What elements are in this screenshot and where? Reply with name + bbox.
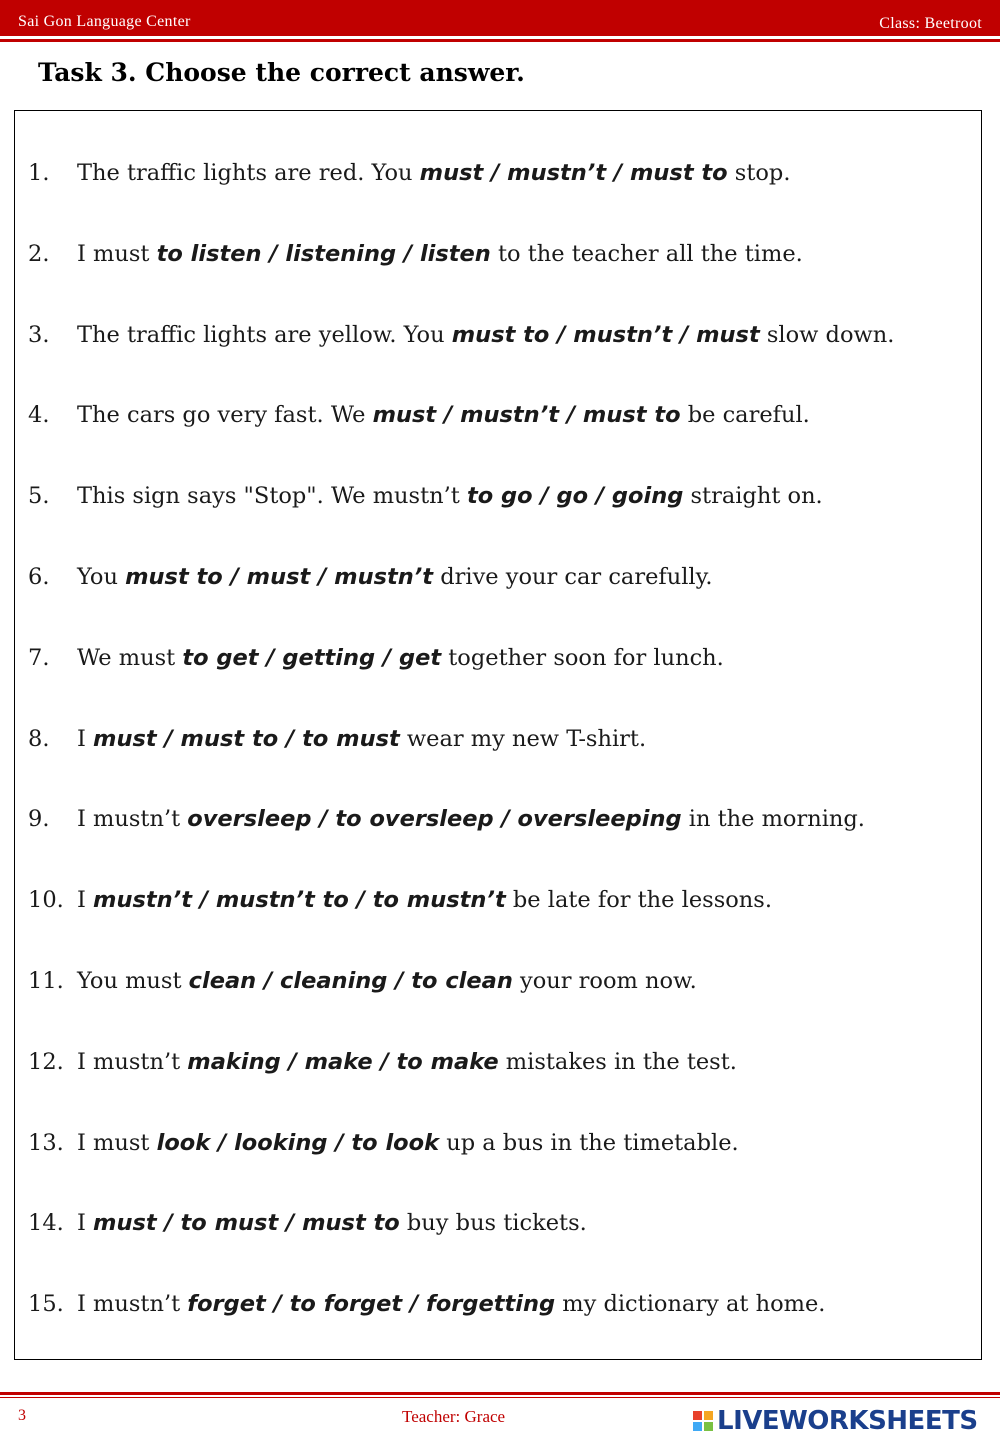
question-number: 9. xyxy=(28,806,50,833)
question-item xyxy=(28,322,894,348)
question-text-after: in the morning. xyxy=(681,806,865,833)
question-item xyxy=(28,241,803,267)
header-bar xyxy=(0,0,1000,36)
task-title: Task 3. Choose the correct answer. xyxy=(38,58,525,87)
question-number: 8. xyxy=(28,725,50,752)
question-item xyxy=(28,806,865,832)
question-item xyxy=(28,645,724,671)
school-name: Sai Gon Language Center xyxy=(18,13,191,30)
question-number: 11. xyxy=(28,968,64,994)
question-number: 7. xyxy=(28,644,50,671)
question-text-after: my dictionary at home. xyxy=(555,1291,826,1318)
question-number: 13. xyxy=(28,1129,64,1156)
question-text-before: I must xyxy=(77,240,157,267)
answer-options[interactable]: must / mustn’t / must to xyxy=(372,402,681,429)
question-text-before: I mustn’t xyxy=(77,1048,188,1075)
answer-options[interactable]: to get / getting / get xyxy=(182,644,442,671)
question-number: 1. xyxy=(28,160,50,186)
answer-options[interactable]: must to / mustn’t / must xyxy=(451,321,760,348)
answer-options[interactable]: forget / to forget / forgetting xyxy=(187,1291,556,1318)
logo-text: LIVEWORKSHEETS xyxy=(717,1406,978,1436)
question-text-before: I mustn’t xyxy=(77,806,188,833)
question-item xyxy=(28,160,790,186)
question-item xyxy=(28,402,810,428)
question-text-after: stop. xyxy=(727,160,791,186)
answer-options[interactable]: oversleep / to oversleep / oversleeping xyxy=(187,806,682,833)
question-text-after: buy bus tickets. xyxy=(399,1210,587,1237)
answer-options[interactable]: mustn’t / mustn’t to / to mustn’t xyxy=(93,887,506,914)
question-text-after: to the teacher all the time. xyxy=(490,240,803,267)
footer-divider xyxy=(0,1392,1000,1395)
question-number: 5. xyxy=(28,483,50,510)
question-text-before: This sign says "Stop". We mustn’t xyxy=(77,483,467,510)
question-item xyxy=(28,968,697,994)
question-item xyxy=(28,1291,825,1317)
header-divider xyxy=(0,39,1000,42)
question-number: 15. xyxy=(28,1291,64,1318)
question-text-after: your room now. xyxy=(512,968,697,994)
question-number: 14. xyxy=(28,1210,64,1237)
question-item xyxy=(28,1210,587,1236)
question-item xyxy=(28,887,772,913)
question-text-before: The traffic lights are yellow. You xyxy=(77,321,452,348)
answer-options[interactable]: must to / must / mustn’t xyxy=(125,564,434,590)
question-text-after: be late for the lessons. xyxy=(505,887,772,914)
question-text-before: The traffic lights are red. You xyxy=(77,160,420,186)
question-number: 6. xyxy=(28,564,50,590)
question-text-before: I mustn’t xyxy=(77,1291,188,1318)
footer-divider-thin xyxy=(0,1397,1000,1398)
answer-options[interactable]: to go / go / going xyxy=(466,483,684,510)
question-text-after: wear my new T-shirt. xyxy=(399,725,647,752)
question-number: 4. xyxy=(28,402,50,429)
question-text-before: I xyxy=(77,725,94,752)
question-item xyxy=(28,1049,737,1075)
question-text-before: I xyxy=(77,1210,94,1237)
question-item xyxy=(28,483,823,509)
answer-options[interactable]: must / must to / to must xyxy=(93,725,400,752)
page-number: 3 xyxy=(18,1407,26,1424)
answer-options[interactable]: to listen / listening / listen xyxy=(156,240,491,267)
question-text-before: You xyxy=(77,564,126,590)
question-text-before: I xyxy=(77,887,94,914)
answer-options[interactable]: must / to must / must to xyxy=(93,1210,400,1237)
liveworksheets-logo xyxy=(693,1404,978,1438)
question-item xyxy=(28,726,646,752)
logo-grid-icon xyxy=(693,1411,713,1431)
question-item xyxy=(28,1130,739,1156)
question-text-after: slow down. xyxy=(759,321,895,348)
question-text-after: up a bus in the timetable. xyxy=(439,1129,739,1156)
question-text-before: We must xyxy=(77,644,183,671)
question-number: 3. xyxy=(28,321,50,348)
question-text-after: drive your car carefully. xyxy=(433,564,713,590)
teacher-name: Teacher: Grace xyxy=(402,1407,506,1426)
question-text-after: straight on. xyxy=(683,483,823,510)
question-text-after: together soon for lunch. xyxy=(441,644,724,671)
question-number: 10. xyxy=(28,887,64,914)
question-item xyxy=(28,564,713,590)
question-number: 12. xyxy=(28,1048,64,1075)
class-name: Class: Beetroot xyxy=(879,15,982,32)
answer-options[interactable]: look / looking / to look xyxy=(156,1129,440,1156)
question-text-after: be careful. xyxy=(680,402,810,429)
question-text-before: You must xyxy=(77,968,189,994)
answer-options[interactable]: must / mustn’t / must to xyxy=(419,160,728,186)
question-text-after: mistakes in the test. xyxy=(498,1048,737,1075)
answer-options[interactable]: making / make / to make xyxy=(187,1048,499,1075)
question-number: 2. xyxy=(28,240,50,267)
question-text-before: The cars go very fast. We xyxy=(77,402,373,429)
question-text-before: I must xyxy=(77,1129,157,1156)
answer-options[interactable]: clean / cleaning / to clean xyxy=(188,968,513,994)
